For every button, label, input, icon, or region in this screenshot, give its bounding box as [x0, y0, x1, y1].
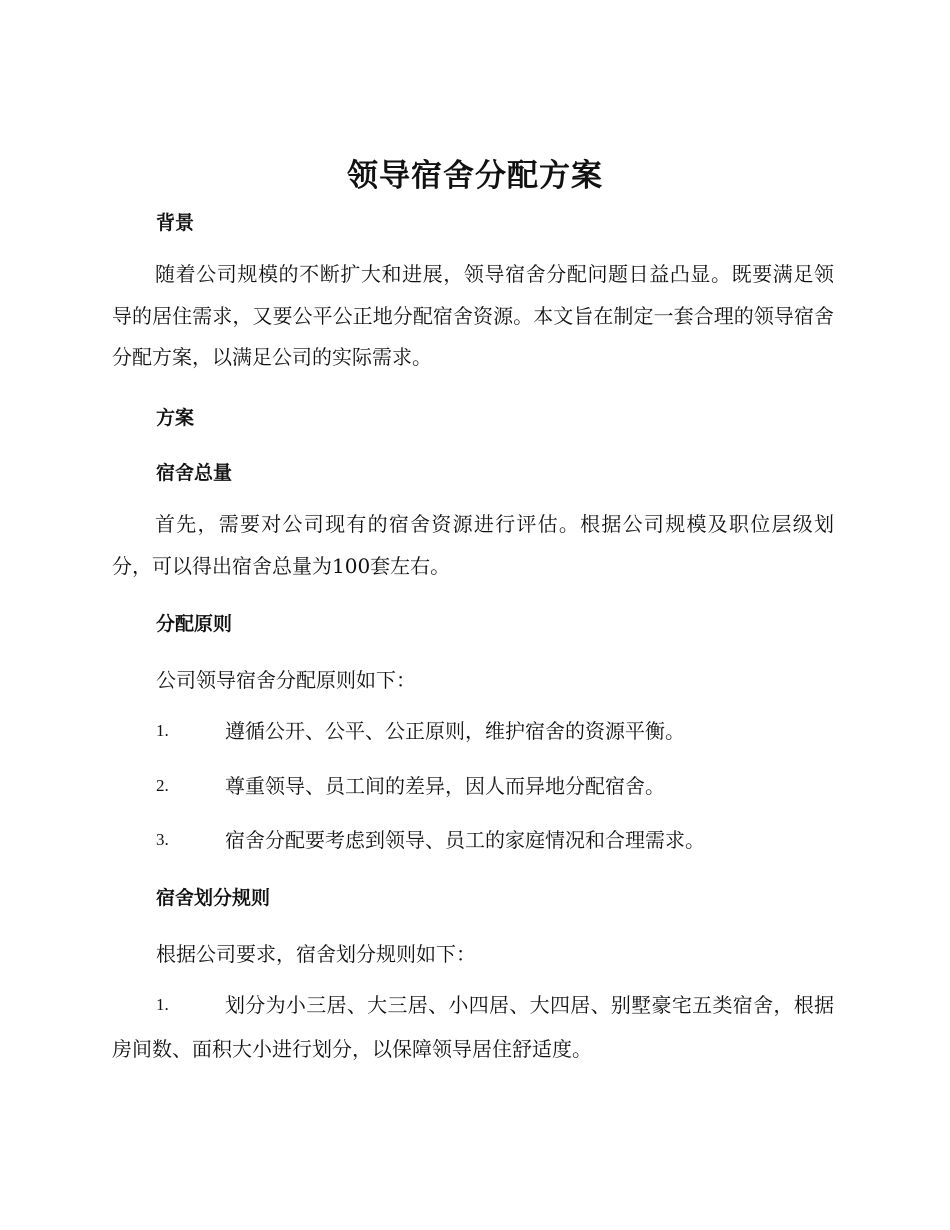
section-heading-plan: 方案	[156, 407, 195, 429]
list-item-number: 3.	[156, 830, 169, 849]
section-heading-background: 背景	[156, 212, 195, 234]
list-item-number: 1.	[156, 995, 169, 1014]
list-item-text: 划分为小三居、大三居、小四居、大四居、别墅豪宅五类宿舍，根据房间数、面积大小进行划分，以保障领导居住舒适度。	[112, 993, 834, 1061]
rules-intro: 根据公司要求，宿舍划分规则如下：	[156, 942, 476, 966]
list-item-text: 遵循公开、公平、公正原则，维护宿舍的资源平衡。	[225, 719, 685, 743]
list-item	[112, 764, 834, 808]
list-item	[112, 983, 834, 1071]
section-heading-principles: 分配原则	[156, 613, 233, 635]
section-heading-rules: 宿舍划分规则	[156, 887, 271, 909]
list-item-text: 宿舍分配要考虑到领导、员工的家庭情况和合理需求。	[225, 828, 705, 852]
total-paragraph: 首先，需要对公司现有的宿舍资源进行评估。根据公司规模及职位层级划分，可以得出宿舍总量为100套左右。	[112, 512, 834, 578]
background-paragraph: 随着公司规模的不断扩大和进展，领导宿舍分配问题日益凸显。既要满足领导的居住需求，又要公平公正地分配宿舍资源。本文旨在制定一套合理的领导宿舍分配方案，以满足公司的实际需求。	[112, 262, 834, 369]
list-item	[112, 818, 834, 862]
list-item-number: 2.	[156, 776, 169, 795]
list-item	[112, 709, 834, 753]
document-title: 领导宿舍分配方案	[347, 158, 603, 194]
section-heading-total: 宿舍总量	[156, 462, 233, 484]
principles-intro: 公司领导宿舍分配原则如下：	[156, 668, 416, 692]
list-item-number: 1.	[156, 721, 169, 740]
list-item-text: 尊重领导、员工间的差异，因人而异地分配宿舍。	[225, 774, 665, 798]
